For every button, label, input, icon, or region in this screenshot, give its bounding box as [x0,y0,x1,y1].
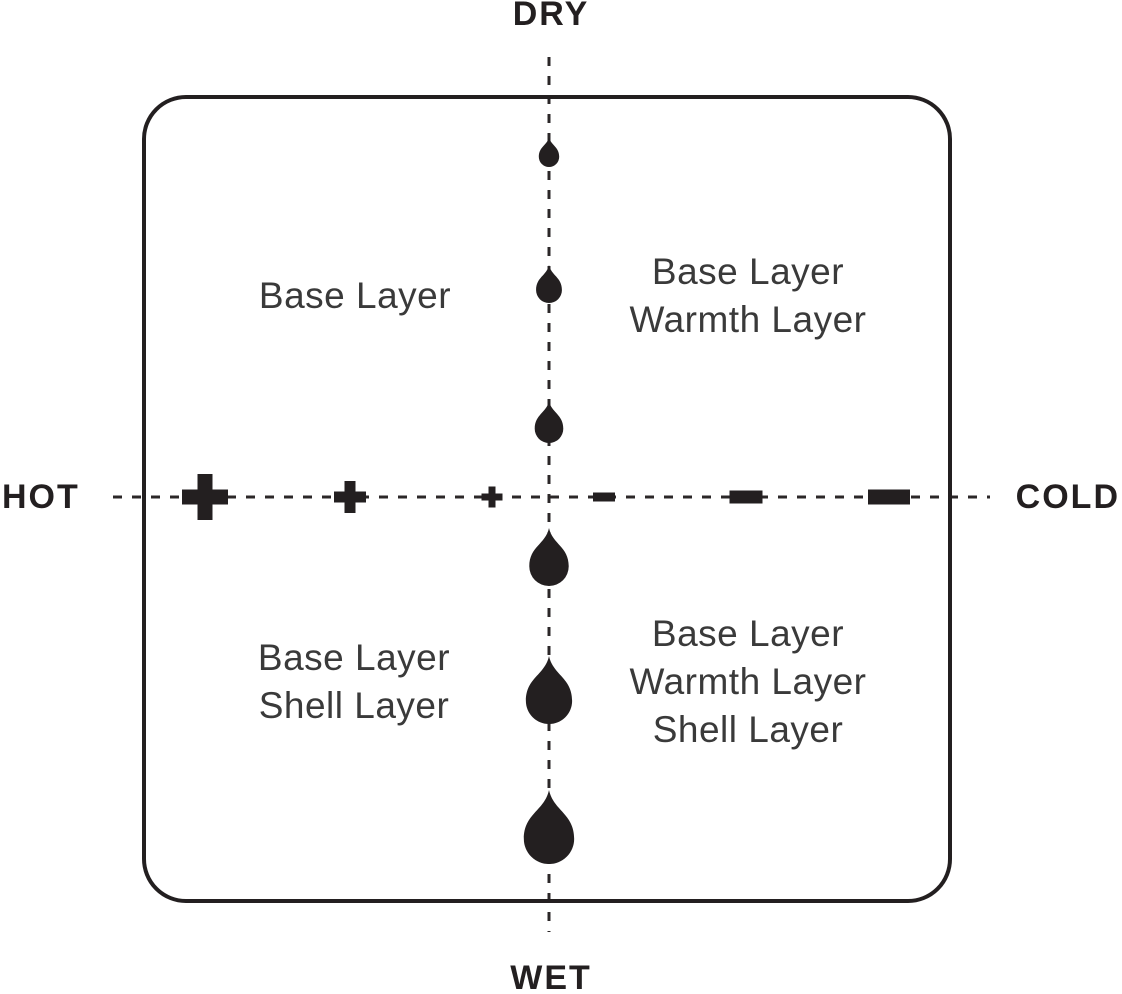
quadrant-line: Base Layer [651,251,845,292]
quadrant-line: Warmth Layer [629,661,867,702]
water-drop-icon [536,265,562,303]
water-drop-icon [526,656,572,724]
minus-marker [730,491,763,504]
axis-label-hot: HOT [2,478,80,516]
quadrant-line: Base Layer [258,275,452,316]
plus-marker [482,487,503,508]
axis-label-cold: COLD [1015,478,1120,516]
axis-label-wet: WET [510,959,592,994]
quadrant-top-right [630,248,867,344]
water-drop-icon [529,528,568,586]
quadrant-bottom-left [258,634,450,730]
quadrant-top-left [259,272,451,320]
quadrant-line: Base Layer [651,613,845,654]
quadrant-line: Shell Layer [652,709,844,750]
axis-label-dry: DRY [512,0,590,33]
minus-marker [868,490,910,505]
water-drop-icon [539,137,559,167]
quadrant-line: Warmth Layer [629,299,867,340]
water-drop-icon [524,790,574,864]
plus-marker [182,474,228,520]
quadrant-bottom-right [630,610,867,754]
minus-marker [593,493,615,502]
water-drop-icon [535,401,564,443]
quadrant-box-border [144,97,950,901]
quadrant-line: Base Layer [257,637,451,678]
plus-marker [334,481,366,513]
quadrant-line: Shell Layer [258,685,450,726]
